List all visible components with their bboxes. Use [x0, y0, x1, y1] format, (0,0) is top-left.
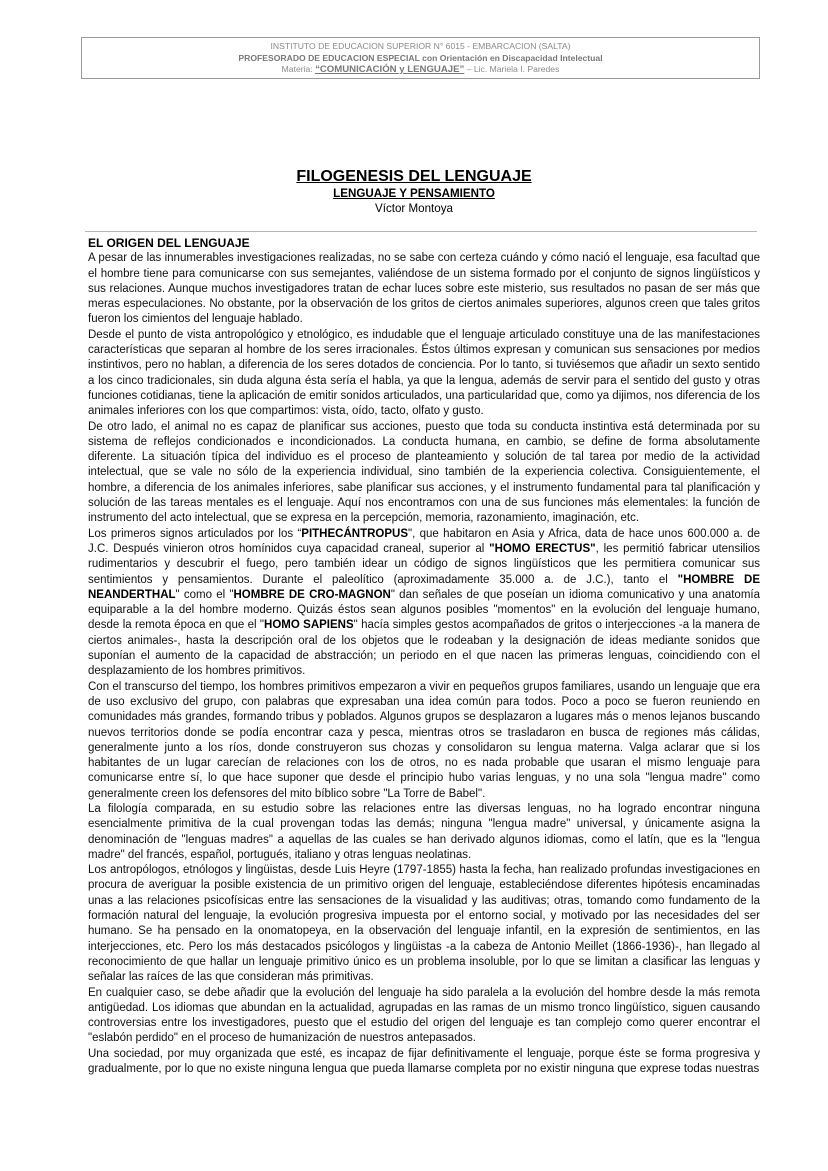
institution-name: INSTITUTO DE EDUCACION SUPERIOR N° 6015 - EMBARCACION (SALTA) — [270, 41, 571, 51]
subject-prefix: Materia: — [281, 64, 316, 74]
text-run: Los primeros signos articulados por los “ — [88, 527, 302, 540]
paragraph: Con el transcurso del tiempo, los hombres primitivos empezaron a vivir en pequeños grupos familiares, usando un lenguaje que era de uso exclusivo del grupo, con palabras que expresaban una idea común para todos. Poco a poco se fueron reuniendo en comunidades más grandes, formando tribus y poblados. Algunos grupos se desplazaron a lugares más o menos lejanos buscando nuevos territorios donde se podía encontrar caza y pesca, mientras otros se trasladaron en busca de regiones más cálidas, generalmente junto a los ríos, donde construyeron sus chozas y consolidaron su lengua materna. Valga aclarar que si los habitantes de un lugar carecían de relaciones con los de otros, no es nada probable que usaran el mismo lenguaje para comunicarse entre sí, lo que hace suponer que desde el principio hubo varias lenguas, y no una sola "lengua madre" como generalmente creen los defensores del mito bíblico sobre "La Torre de Babel". — [88, 680, 760, 800]
paragraph: En cualquier caso, se debe añadir que la evolución del lenguaje ha sido paralela a la evolución del hombre desde la más remota antigüedad. Los idiomas que abundan en la actualidad, agrupadas en las ramas de un mismo tronco lingüístico, siguen causando controversias entre los investigadores, puesto que el estudio del origen del lenguaje es tan complejo como querer encontrar el "eslabón perdido" en el proceso de humanización de nuestros antepasados. — [88, 986, 760, 1045]
bold-term: HOMBRE DE CRO-MAGNON — [233, 588, 391, 601]
institution-header — [81, 37, 760, 79]
text-run: , les permitió fabricar utensilios rudimentarios y descubrir el fuego, pero también idear un código de signos lingüísticos que les permitiera comunicar sus sentimientos y pensamientos. Durante el paleolítico (aproximadamente 35.000 a. de J.C.), tanto el — [88, 542, 760, 586]
text-run: " dan señales de que poseían un idioma comunicativo y una anatomía equiparable a la del hombre moderno. Quizás éstos sean algunos posibles "momentos" en la evolución del lenguaje humano, desde la remota época en que el " — [88, 588, 760, 632]
title-divider — [85, 231, 757, 232]
bold-term: "HOMO ERECTUS" — [489, 542, 596, 555]
document-subtitle: LENGUAJE Y PENSAMIENTO — [333, 187, 495, 200]
paragraph — [88, 527, 760, 680]
paragraph: De otro lado, el animal no es capaz de planificar sus acciones, puesto que toda su conducta instintiva está determinada por su sistema de reflejos condicionados e incondicionados. La conducta humana, en cambio, se define de forma absolutamente diferente. La situación típica del individuo es el proceso de planteamiento y solución de tal tarea por medio de la actividad intelectual, que se vale no sólo de la experiencia individual, sino también de la experiencia colectiva. Consiguientemente, el hombre, a diferencia de los animales inferiores, sabe planificar sus acciones, y el instrumento fundamental para tal planificación y solución de las tareas mentales es el lenguaje. Aquí nos encontramos con una de sus funciones más elementales: la función de instrumento del acto intelectual, que se expresa en la percepción, memoria, razonamiento, imaginación, etc. — [88, 420, 760, 525]
bold-term: "HOMBRE DE NEANDERTHAL — [88, 573, 760, 601]
bold-term: PITHECÁNTROPUS — [301, 527, 408, 540]
text-run: " hacía simples gestos acompañados de gritos o interjecciones -a la manera de ciertos animales-, hasta la descripción oral de los objetos que le rodeaban y la designación de ideas mediante sonidos que suponían el aumento de la capacidad de abstracción; un periodo en el que nacen las primeras lenguas, coincidiendo con el desplazamiento de los hombres primitivos. — [88, 619, 760, 678]
paragraph: Desde el punto de vista antropológico y etnológico, es indudable que el lenguaje articulado constituye una de las manifestaciones características que separan al hombre de los seres irracionales. Éstos últimos expresan y comunican sus sensaciones por medios instintivos, pero no hablan, a diferencia de los seres dotados de conciencia. Por lo tanto, si tuviésemos que añadir un sexto sentido a los cinco tradicionales, sin duda alguna ésta sería el habla, ya que la lengua, además de servir para el sentido del gusto y otras funciones cotidianas, tiene la aplicación de emitir sonidos articulados, una particularidad que, como ya dijimos, nos diferencia de los animales inferiores con los que compartimos: vista, oído, tacto, olfato y gusto. — [88, 328, 760, 418]
teacher-name: – Lic. Mariela I. Paredes — [464, 64, 560, 74]
document-title: FILOGENESIS DEL LENGUAJE — [296, 168, 532, 185]
paragraph: A pesar de las innumerables investigaciones realizadas, no se sabe con certeza cuándo y cómo nació el lenguaje, esa facultad que el hombre tiene para comunicarse con sus semejantes, valiéndose de un sistema formado por el conjunto de signos lingüísticos y sus relaciones. Aunque muchos investigadores tratan de echar luces sobre este misterio, sus resultados no pasan de ser más que meras especulaciones. No obstante, por la observación de los gritos de ciertos animales superiores, algunos creen que tales gritos fueron los cimientos del lenguaje hablado. — [88, 252, 760, 326]
bold-term: HOMO SAPIENS — [264, 619, 354, 632]
text-run: ", que habitaron en Asia y Africa, data de hace unos 600.000 a. de J.C. Después vinieron otros homínidos cuya capacidad craneal, superior al — [88, 527, 760, 555]
paragraph: Los antropólogos, etnólogos y lingüistas, desde Luis Heyre (1797-1855) hasta la fecha, han realizado profundas investigaciones en procura de averiguar la posible existencia de un primitivo origen del lenguaje, estableciéndose diferentes hipótesis encaminadas unas a las relaciones psicofísicas entre las sensaciones de la visualidad y las auditivas; otras, tomando como fundamento de la formación natural del lenguaje, la evolución progresiva impuesta por el entorno social, y motivado por las necesidades del ser humano. Se ha pensado en la onomatopeya, en la observación del lenguaje infantil, en la expresión de sentimientos, en las interjecciones, etc. Pero los más destacados psicólogos y lingüistas -a la cabeza de Antonio Meillet (1866-1936)-, han llegado al reconocimiento de que hallar un lenguaje primitivo único es un problema insoluble, por lo que se limitan a clasificar las lenguas y señalar las raíces de las que consideran más primitivas. — [88, 864, 760, 984]
title-block — [0, 167, 828, 216]
paragraph: La filología comparada, en su estudio sobre las relaciones entre las diversas lenguas, no ha logrado encontrar ninguna esencialmente primitiva de la cual provengan todas las demás; ninguna "lengua madre" universal, y únicamente asigna la denominación de "lenguas madres" a aquellas de las cuales se han derivado algunos idiomas, como el latín, que es la "lengua madre" del francés, español, portugués, italiano y otras lenguas neolatinas. — [88, 802, 760, 861]
subject-name: “COMUNICACIÓN y LENGUAJE” — [315, 64, 465, 75]
document-body — [88, 236, 760, 1171]
text-run: " como el " — [175, 588, 234, 601]
paragraph: Una sociedad, por muy organizada que esté, es incapaz de fijar definitivamente el lenguaje, porque éste se forma progresiva y gradualmente, por lo que no existe ninguna lengua que pueda llamarse completa por no existir ninguna que exprese todas nuestras — [88, 1047, 760, 1076]
section-heading: EL ORIGEN DEL LENGUAJE — [88, 236, 250, 250]
author-name: Víctor Montoya — [375, 202, 453, 215]
program-name: PROFESORADO DE EDUCACION ESPECIAL con Orientación en Discapacidad Intelectual — [238, 52, 603, 63]
subject-line — [82, 64, 759, 76]
